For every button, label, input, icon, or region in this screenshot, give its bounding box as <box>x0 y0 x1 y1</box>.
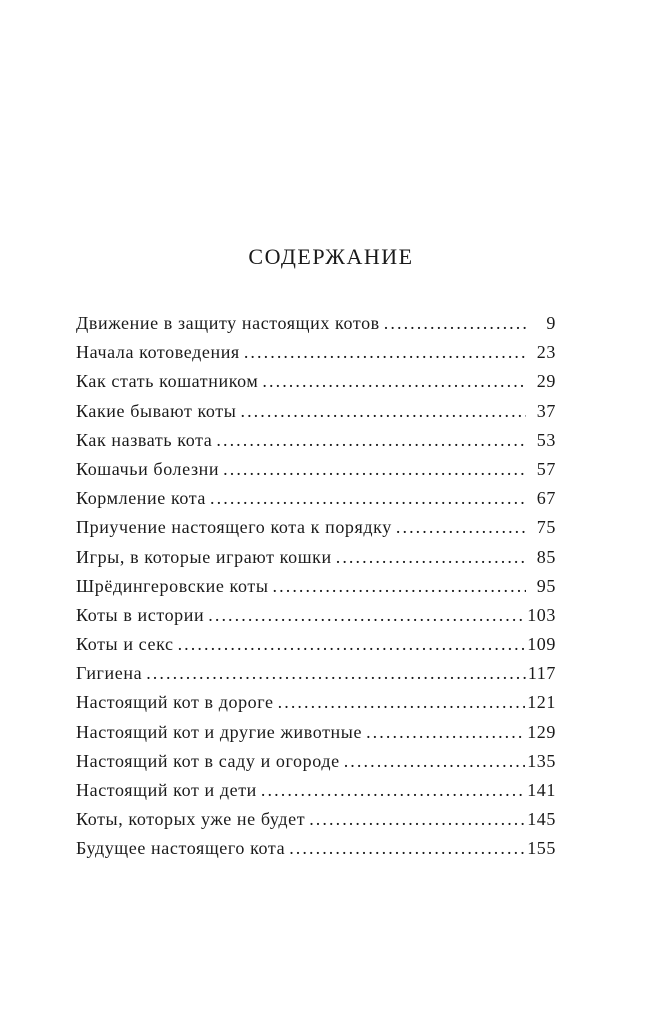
toc-entry <box>76 576 556 605</box>
toc-entry-title: Будущее настоящего кота <box>76 838 286 859</box>
toc-entry-page: 117 <box>527 663 556 684</box>
toc-entry <box>76 838 556 867</box>
toc-entry <box>76 547 556 576</box>
toc-entry <box>76 459 556 488</box>
toc-leader-dots <box>216 430 526 451</box>
toc-entry-page: 155 <box>527 838 556 859</box>
toc-entry-title: Настоящий кот в дороге <box>76 692 274 713</box>
toc-entry-title: Какие бывают коты <box>76 400 237 421</box>
toc-entry <box>76 780 556 809</box>
toc-entry <box>76 342 556 371</box>
toc-entry-page: 141 <box>527 780 556 800</box>
toc-entry <box>76 313 556 342</box>
table-of-contents <box>76 313 556 868</box>
toc-entry-title: Коты и секс <box>76 634 174 655</box>
toc-leader-dots <box>366 722 525 743</box>
toc-entry <box>76 488 556 517</box>
toc-entry-title: Начала котоведения <box>76 342 240 363</box>
toc-entry-page: 29 <box>536 371 556 392</box>
toc-leader-dots <box>244 342 526 363</box>
toc-entry <box>76 430 556 459</box>
toc-leader-dots <box>223 459 526 480</box>
toc-entry-page: 67 <box>536 488 556 509</box>
toc-leader-dots <box>273 576 526 597</box>
toc-entry-page: 75 <box>536 517 556 538</box>
toc-entry <box>76 751 556 780</box>
toc-entry-title: Как назвать кота <box>76 429 213 450</box>
toc-entry-page: 9 <box>546 313 556 333</box>
toc-entry <box>76 663 556 692</box>
toc-entry-title: Игры, в которые играют кошки <box>76 546 332 567</box>
toc-entry-page: 109 <box>527 634 556 655</box>
toc-entry-page: 37 <box>536 400 556 421</box>
toc-entry <box>76 401 556 430</box>
toc-entry <box>76 517 556 546</box>
toc-entry-title: Движение в защиту настоящих котов <box>76 313 380 333</box>
toc-leader-dots <box>336 547 526 568</box>
toc-entry <box>76 634 556 663</box>
toc-leader-dots <box>309 809 525 830</box>
toc-entry <box>76 692 556 721</box>
toc-leader-dots <box>384 313 526 334</box>
toc-entry-page: 121 <box>527 692 556 713</box>
toc-entry-title: Кормление кота <box>76 488 207 509</box>
toc-leader-dots <box>289 838 525 859</box>
toc-entry-page: 135 <box>527 750 556 771</box>
toc-entry-page: 103 <box>527 604 556 625</box>
toc-entry <box>76 371 556 400</box>
toc-entry-page: 129 <box>527 721 556 742</box>
toc-entry <box>76 722 556 751</box>
toc-leader-dots <box>262 371 526 392</box>
toc-entry-title: Гигиена <box>76 663 143 684</box>
toc-leader-dots <box>210 488 526 509</box>
toc-entry-title: Шрёдингеровские коты <box>76 575 269 596</box>
toc-leader-dots <box>240 401 526 422</box>
toc-entry-title: Как стать кошатником <box>76 371 259 392</box>
toc-entry-page: 53 <box>536 429 556 450</box>
toc-entry-page: 145 <box>527 809 556 830</box>
toc-entry <box>76 809 556 838</box>
toc-leader-dots <box>178 634 526 655</box>
toc-entry <box>76 605 556 634</box>
toc-entry-page: 23 <box>536 342 556 363</box>
toc-entry-title: Коты, которых уже не будет <box>76 809 306 830</box>
toc-leader-dots <box>208 605 525 626</box>
toc-leader-dots <box>261 780 525 801</box>
toc-entry-title: Настоящий кот и другие животные <box>76 721 363 742</box>
toc-entry-title: Настоящий кот и дети <box>76 780 257 800</box>
page-title: СОДЕРЖАНИЕ <box>248 244 414 269</box>
toc-entry-page: 95 <box>536 575 556 596</box>
toc-entry-page: 85 <box>536 546 556 567</box>
toc-entry-title: Настоящий кот в саду и огороде <box>76 750 340 771</box>
toc-entry-page: 57 <box>536 458 556 479</box>
toc-leader-dots <box>396 517 526 538</box>
toc-entry-title: Коты в истории <box>76 604 205 625</box>
toc-entry-title: Приучение настоящего кота к порядку <box>76 517 392 538</box>
toc-leader-dots <box>344 751 526 772</box>
toc-leader-dots <box>278 692 526 713</box>
toc-entry-title: Кошачьи болезни <box>76 458 220 479</box>
toc-leader-dots <box>146 663 526 684</box>
